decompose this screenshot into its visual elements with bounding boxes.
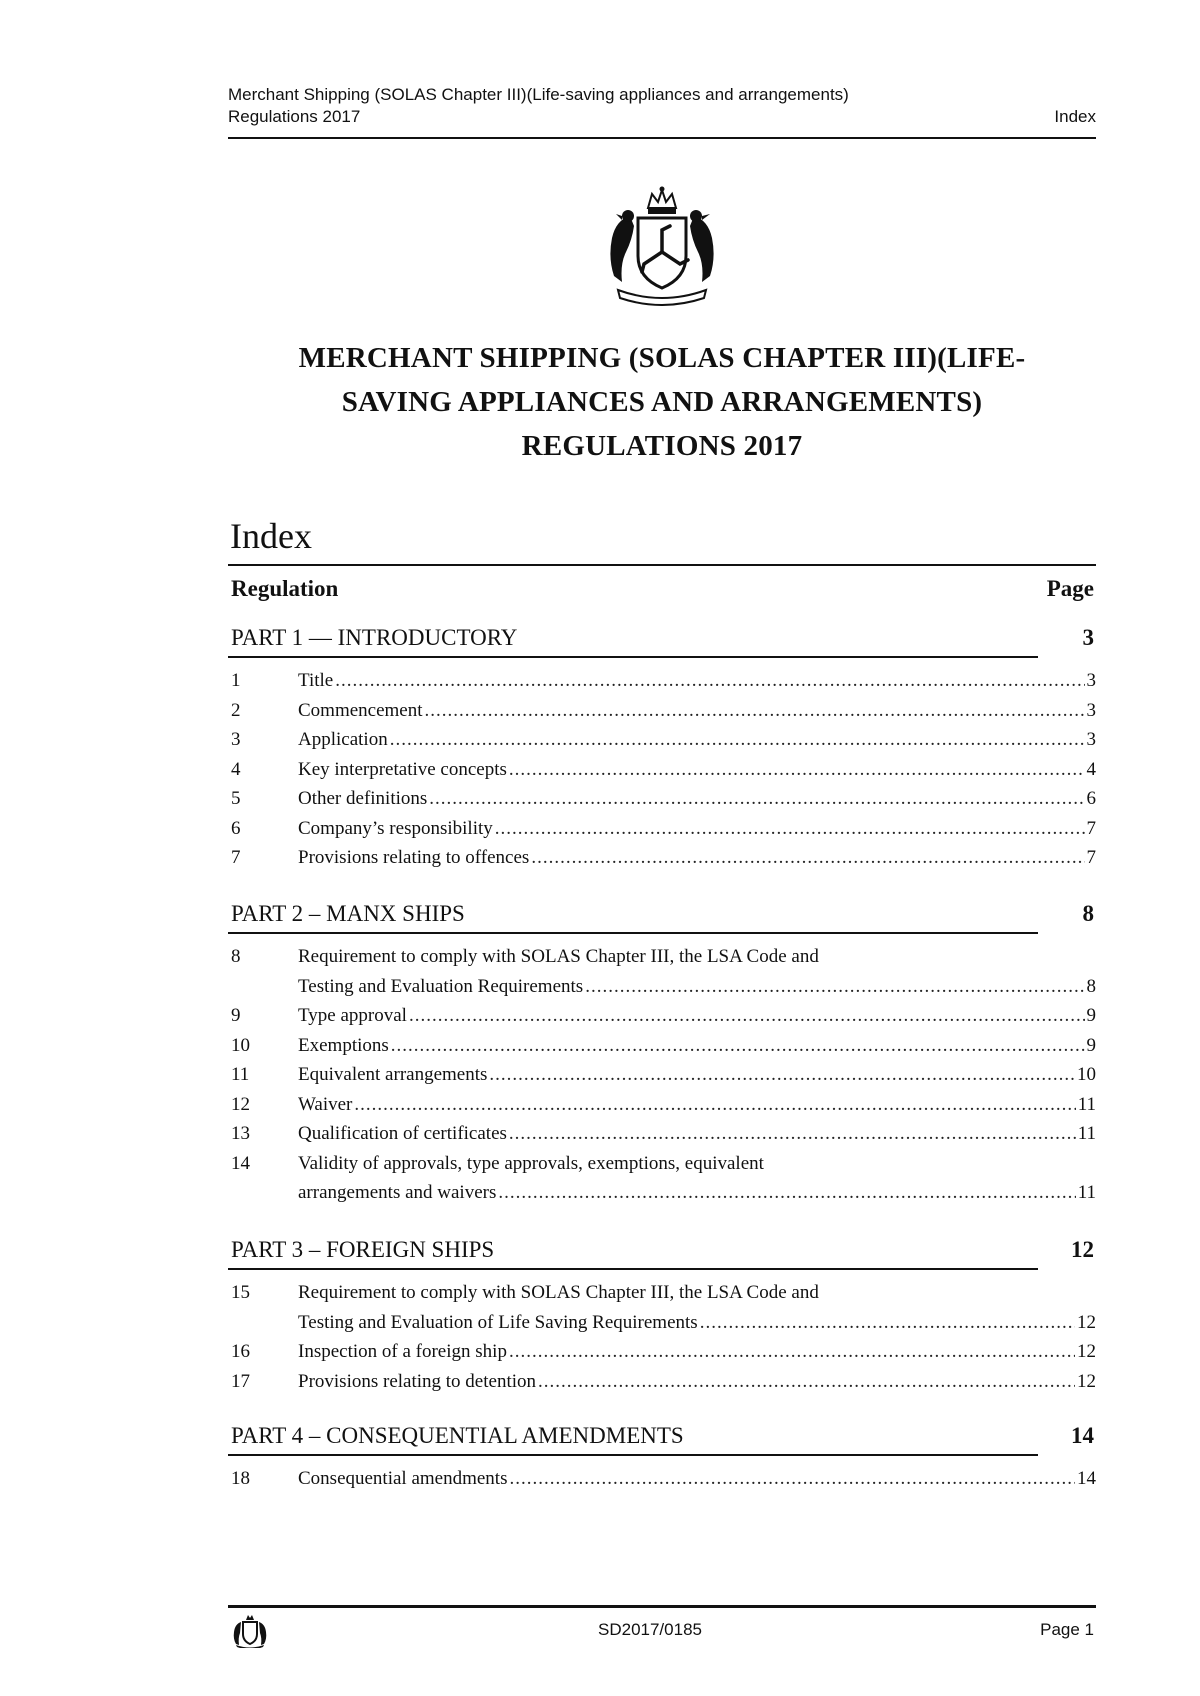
dot-leader (509, 1119, 1076, 1149)
part-heading[interactable] (228, 896, 1096, 934)
part-title: PART 1 — INTRODUCTORY (231, 625, 518, 650)
index-rule (228, 564, 1096, 566)
entry-page: 3 (1086, 670, 1096, 691)
entry-title: Inspection of a foreign ship (298, 1341, 507, 1362)
entry-title: Provisions relating to detention (298, 1370, 537, 1392)
entry-page: 11 (1077, 1123, 1096, 1144)
running-title: Merchant Shipping (SOLAS Chapter III)(Life-saving appliances and arrangements) Regulations 2017 (228, 85, 849, 126)
index-entry[interactable] (228, 755, 1096, 785)
entry-page: 4 (1086, 758, 1096, 780)
entry-page: 11 (1077, 1093, 1096, 1115)
entry-page: 3 (1086, 699, 1096, 721)
entry-number: 3 (231, 729, 241, 750)
entry-number: 17 (231, 1370, 250, 1392)
part-title: PART 2 – MANX SHIPS (231, 901, 465, 926)
index-entry[interactable] (228, 814, 1096, 844)
entry-page: 9 (1086, 1005, 1096, 1026)
dot-leader (391, 1031, 1085, 1061)
part-rule (228, 932, 1038, 934)
part-heading[interactable] (228, 1232, 1096, 1270)
entry-page: 7 (1086, 847, 1096, 868)
entry-title: Other definitions (298, 788, 428, 809)
running-header (228, 84, 1096, 140)
document-code: SD2017/0185 (598, 1620, 702, 1639)
dot-leader (495, 814, 1085, 844)
dot-leader (354, 1090, 1075, 1120)
document-title (228, 336, 1096, 468)
entry-title: arrangements and waivers (298, 1182, 497, 1203)
entry-number: 7 (231, 847, 241, 868)
index-entry[interactable] (228, 1337, 1096, 1367)
dot-leader (509, 1464, 1075, 1494)
entry-title: Company’s responsibility (298, 817, 493, 839)
entry-number: 5 (231, 788, 241, 809)
index-entry[interactable] (228, 1278, 1096, 1337)
entry-title: Qualification of certificates (298, 1123, 507, 1144)
entry-title: Title (298, 670, 334, 691)
index-entry[interactable] (228, 1090, 1096, 1120)
entry-number: 2 (231, 699, 241, 721)
dot-leader (429, 784, 1084, 814)
column-heading-page: Page (1046, 576, 1094, 601)
entry-number: 12 (231, 1093, 250, 1115)
entry-title: Application (298, 729, 388, 750)
entry-title: Testing and Evaluation of Life Saving Requirements (298, 1311, 698, 1333)
entry-title: Exemptions (298, 1034, 389, 1056)
entry-page: 12 (1077, 1311, 1096, 1333)
entry-title: Key interpretative concepts (298, 758, 507, 780)
entry-page: 11 (1077, 1182, 1096, 1203)
index-entry[interactable] (228, 1149, 1096, 1208)
entry-page: 10 (1077, 1064, 1096, 1085)
index-entry[interactable] (228, 942, 1096, 1001)
entry-title-line-1: Validity of approvals, type approvals, exemptions, equivalent (298, 1152, 764, 1174)
entry-page: 14 (1077, 1468, 1096, 1489)
part-1-section (228, 620, 1096, 873)
title-line-2: SAVING APPLIANCES AND ARRANGEMENTS) (341, 386, 983, 418)
entry-title: Equivalent arrangements (298, 1064, 488, 1085)
part-rule (228, 1454, 1038, 1456)
header-rule (228, 137, 1096, 139)
entry-number: 6 (231, 817, 241, 839)
entry-number: 10 (231, 1034, 250, 1056)
entry-number: 11 (231, 1064, 250, 1085)
column-heading-regulation: Regulation (231, 576, 339, 601)
entry-page: 6 (1086, 788, 1096, 809)
index-entry[interactable] (228, 666, 1096, 696)
entry-page: 12 (1077, 1370, 1096, 1392)
index-entry[interactable] (228, 784, 1096, 814)
dot-leader (509, 755, 1085, 785)
index-entry[interactable] (228, 1060, 1096, 1090)
entry-title: Waiver (298, 1093, 353, 1115)
part-title: PART 4 – CONSEQUENTIAL AMENDMENTS (231, 1423, 684, 1448)
entry-number: 1 (231, 670, 241, 691)
entry-number: 4 (231, 758, 241, 780)
entry-title: Provisions relating to offences (298, 847, 530, 868)
dot-leader (509, 1337, 1075, 1367)
index-entry[interactable] (228, 1001, 1096, 1031)
dot-leader (409, 1001, 1085, 1031)
footer-rule (228, 1605, 1096, 1608)
footer-crest-icon (230, 1614, 270, 1648)
entry-number: 13 (231, 1123, 250, 1144)
dot-leader (390, 725, 1085, 755)
part-page: 8 (1082, 901, 1094, 926)
entry-title: Consequential amendments (298, 1468, 508, 1489)
entry-number: 15 (231, 1282, 250, 1303)
index-entry[interactable] (228, 696, 1096, 726)
title-line-3: REGULATIONS 2017 (521, 430, 803, 462)
entry-page: 9 (1086, 1034, 1096, 1056)
part-2-section (228, 896, 1096, 1208)
entry-title: Type approval (298, 1005, 407, 1026)
dot-leader (498, 1178, 1075, 1208)
dot-leader (425, 696, 1085, 726)
part-page: 3 (1082, 625, 1094, 650)
entry-number: 8 (231, 946, 241, 967)
index-entry[interactable] (228, 843, 1096, 873)
entry-number: 18 (231, 1468, 250, 1489)
entry-number: 9 (231, 1005, 241, 1026)
entry-page: 3 (1086, 729, 1096, 750)
entry-title-line-1: Requirement to comply with SOLAS Chapter III, the LSA Code and (298, 946, 819, 967)
entry-page: 8 (1086, 975, 1096, 997)
part-page: 14 (1071, 1423, 1094, 1448)
index-heading: Index (230, 516, 312, 556)
dot-leader (585, 972, 1084, 1002)
running-section: Index (1054, 107, 1096, 126)
index-entry[interactable] (228, 1119, 1096, 1149)
page-number: Page 1 (1040, 1620, 1094, 1639)
part-heading[interactable] (228, 620, 1096, 658)
index-entry[interactable] (228, 1464, 1096, 1494)
entry-title: Testing and Evaluation Requirements (298, 975, 584, 997)
index-entry[interactable] (228, 1031, 1096, 1061)
dot-leader (335, 666, 1084, 696)
dot-leader (489, 1060, 1075, 1090)
entry-title-line-1: Requirement to comply with SOLAS Chapter III, the LSA Code and (298, 1282, 819, 1303)
page-footer (228, 1612, 1096, 1648)
document-page (228, 0, 1096, 1696)
part-title: PART 3 – FOREIGN SHIPS (231, 1237, 495, 1262)
dot-leader (700, 1308, 1075, 1338)
part-3-section (228, 1232, 1096, 1396)
part-heading[interactable] (228, 1418, 1096, 1456)
part-4-section (228, 1418, 1096, 1494)
title-line-1: MERCHANT SHIPPING (SOLAS CHAPTER III)(LIFE- (298, 342, 1026, 374)
part-rule (228, 656, 1038, 658)
index-entry[interactable] (228, 1367, 1096, 1397)
index-entry[interactable] (228, 725, 1096, 755)
dot-leader (531, 843, 1084, 873)
entry-title: Commencement (298, 699, 423, 721)
entry-number: 14 (231, 1152, 250, 1174)
entry-page: 7 (1086, 817, 1096, 839)
part-page: 12 (1071, 1237, 1094, 1262)
isle-of-man-crest-icon (592, 186, 732, 306)
entry-number: 16 (231, 1341, 250, 1362)
entry-page: 12 (1077, 1341, 1096, 1362)
dot-leader (538, 1367, 1075, 1397)
column-headings (228, 572, 1096, 606)
part-rule (228, 1268, 1038, 1270)
